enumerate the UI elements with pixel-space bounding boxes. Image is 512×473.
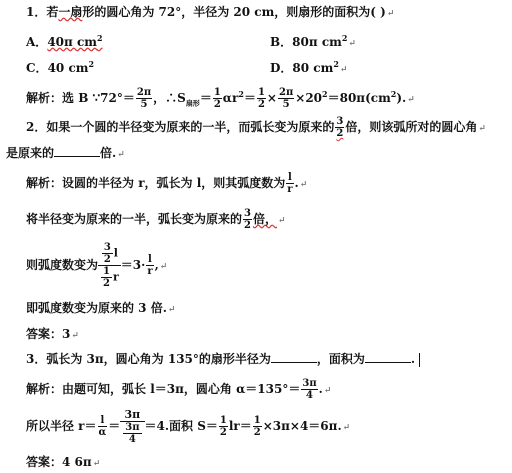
paragraph-mark-icon: ↵ — [167, 305, 176, 315]
answer-blank — [365, 350, 411, 363]
q3-line1a: 3．弧长为 3π，圆心角为 135°的扇形半径为 — [26, 352, 271, 366]
option-c-exp: 2 — [88, 59, 95, 69]
q2-sol3a: 则弧度数变为 — [26, 258, 99, 272]
q2-sol2a: 将半径变为原来的一半，弧长变为原来的 — [26, 212, 243, 226]
frac-den: 5 — [282, 99, 290, 110]
q3-sol1-end: . — [318, 382, 323, 396]
frac-num: 2π — [136, 87, 152, 98]
paragraph-mark-icon: ↵ — [92, 459, 101, 469]
q1-sol-ar: αr — [222, 91, 239, 105]
fraction — [253, 415, 262, 438]
option-d-exp: 2 — [333, 59, 339, 69]
answer-label: 答案： — [26, 455, 63, 469]
q1-sol-ar-exp: 2 — [238, 89, 244, 99]
paragraph-mark-icon: ↵ — [299, 180, 308, 190]
q2-sol4: 即弧度数变为原来的 3 倍. — [26, 301, 167, 315]
q3-solution-2 — [26, 408, 350, 446]
frac-num: l — [98, 415, 108, 427]
q1-sol-mid: ，∴S — [153, 91, 186, 105]
q3-sol2-eq: ＝ — [108, 419, 121, 433]
compound-fraction — [98, 242, 121, 289]
var-l: l — [113, 246, 118, 260]
frac-den: α — [98, 427, 107, 438]
option-c-label: C． — [26, 61, 48, 75]
fraction — [213, 87, 222, 110]
option-a-exp: 2 — [96, 33, 103, 43]
q1-solution — [26, 82, 415, 115]
paragraph-mark-icon: ↵ — [339, 65, 348, 75]
option-a-label: A． — [26, 35, 48, 49]
compound-frac-den — [98, 266, 121, 289]
frac-den: 2 — [336, 128, 344, 139]
q2-stem-line2 — [6, 144, 125, 163]
q1-sol-tail: ×20 — [295, 91, 323, 105]
fraction — [98, 415, 108, 438]
solution-label: 解析： — [26, 382, 63, 396]
q3-answer — [26, 454, 100, 472]
q3-stem — [26, 350, 420, 367]
paragraph-mark-icon: ↵ — [278, 216, 286, 226]
q1-sol-tail-exp: 2 — [322, 89, 328, 99]
q1-option-d — [270, 56, 347, 78]
q2-sol1-end: . — [294, 176, 299, 190]
frac-den: 2 — [219, 427, 227, 438]
solution-label: 解析： — [26, 176, 63, 190]
q3-sol2b: ＝4.面积 S＝ — [144, 419, 218, 433]
paragraph-mark-icon: ↵ — [478, 124, 486, 134]
compound-fraction — [120, 409, 144, 445]
q3-line1b: ，面积为 — [316, 352, 365, 366]
q3-solution-1 — [26, 376, 331, 404]
q2-sol3b: ＝3· — [120, 258, 146, 272]
q1-sol-times: × — [266, 91, 277, 105]
q3-sol1: 由题可知，弧长 l＝3π，圆心角 α＝135°＝ — [62, 382, 301, 396]
frac-num: 3 — [336, 116, 344, 127]
q1-sol-result: ＝80π(cm — [327, 91, 391, 105]
q1-number: 1．若 — [26, 5, 59, 19]
frac-den: r — [147, 266, 153, 277]
fraction — [136, 87, 152, 110]
q1-sol-eq2: ＝ — [243, 91, 256, 105]
q1-text: 形的圆心角为 72°，半径为 20 cm，则扇形的面积为( ) — [82, 5, 386, 19]
q1-sol-sub: 扇形 — [185, 98, 200, 108]
frac-den: 2 — [213, 99, 221, 110]
fraction — [123, 422, 141, 445]
q1-option-b — [270, 30, 356, 52]
answer-blank — [54, 144, 100, 157]
frac-num: 3π — [302, 378, 317, 389]
q1-sol-pick: 选 B ∵72°＝ — [62, 91, 135, 105]
q1-spellcheck-word: 一扇 — [58, 5, 83, 19]
fraction — [301, 378, 317, 401]
q2-stem-line1 — [26, 116, 486, 140]
frac-num: 1 — [219, 415, 227, 426]
option-c-text: 40 cm — [47, 61, 89, 75]
fraction — [335, 116, 344, 139]
q2-line1b: 倍，则该弧所对的圆心角 — [345, 120, 478, 134]
frac-den: 2 — [257, 99, 265, 110]
paragraph-mark-icon: ↵ — [323, 386, 332, 396]
fraction — [257, 87, 266, 110]
frac-den: 4 — [306, 390, 313, 401]
fraction — [243, 208, 252, 231]
frac-den: 2 — [103, 254, 111, 265]
q3-sol2d: ×3π×4＝6π. — [262, 419, 342, 433]
q3-sol2a: 所以半径 r＝ — [26, 419, 97, 433]
q2-line2b: 倍. — [100, 146, 117, 160]
frac-num: 1 — [253, 415, 261, 426]
answer-label: 答案： — [26, 327, 63, 341]
answer-value: 4 6π — [62, 455, 92, 469]
q2-line1a: 2．如果一个圆的半径变为原来的一半，而弧长变为原来的 — [26, 120, 335, 134]
q2-solution-4 — [26, 300, 175, 318]
fraction — [219, 415, 228, 438]
q2-sol3-end: , — [154, 258, 159, 272]
paragraph-mark-icon: ↵ — [407, 95, 415, 105]
q1-sol-result-exp: 2 — [390, 89, 397, 99]
paragraph-mark-icon: ↵ — [342, 423, 351, 433]
q1-stem — [26, 4, 394, 22]
compound-frac-den — [120, 422, 144, 445]
compound-frac-num: 3π — [120, 409, 144, 422]
q2-sol2b: 倍， — [252, 212, 277, 226]
paragraph-mark-icon: ↵ — [159, 262, 168, 272]
q1-sol-end: ). — [396, 91, 407, 105]
q2-solution-2 — [26, 206, 286, 234]
answer-value: 3 — [62, 327, 71, 341]
frac-num: 3π — [125, 421, 140, 433]
frac-den: 2 — [253, 427, 261, 438]
fraction — [101, 266, 112, 289]
frac-num: 3 — [103, 242, 111, 253]
option-a-value — [47, 35, 102, 49]
paragraph-mark-icon: ↵ — [117, 150, 125, 160]
option-b-exp: 2 — [341, 33, 348, 43]
paragraph-mark-icon: ↵ — [386, 9, 395, 19]
fraction — [286, 172, 293, 195]
option-b-label: B． — [270, 35, 293, 49]
frac-num: 3 — [244, 208, 251, 219]
q3-sol2c: lr＝ — [228, 419, 252, 433]
option-d-text: 80 cm — [292, 61, 334, 75]
var-r: r — [112, 270, 119, 284]
frac-num: l — [148, 254, 152, 265]
q2-answer — [26, 326, 79, 344]
text-cursor — [419, 353, 420, 367]
q2-solution-3 — [26, 240, 167, 292]
option-a-text: 40π cm — [47, 35, 97, 49]
option-d-label: D． — [270, 61, 293, 75]
answer-blank — [271, 350, 317, 363]
frac-den: 2 — [244, 220, 251, 231]
frac-den: 2 — [103, 278, 110, 289]
solution-label: 解析： — [26, 91, 63, 105]
q1-option-a — [26, 30, 103, 50]
frac-num: 2π — [278, 87, 294, 98]
frac-num: 1 — [213, 87, 221, 98]
frac-num: l — [288, 172, 292, 183]
fraction — [102, 242, 113, 265]
paragraph-mark-icon: ↵ — [348, 39, 356, 49]
frac-num: 1 — [257, 87, 265, 98]
q1-sol-eq: ＝ — [199, 91, 212, 105]
frac-den: 4 — [128, 433, 136, 445]
q2-line2: 是原来的 — [6, 146, 55, 160]
fraction — [146, 254, 153, 277]
q2-sol1: 设圆的半径为 r，弧长为 l，则其弧度数为 — [62, 176, 286, 190]
paragraph-mark-icon: ↵ — [71, 331, 79, 341]
frac-den: r — [287, 184, 293, 195]
q2-solution-1 — [26, 170, 307, 198]
fraction — [278, 87, 294, 110]
q3-line1c: . — [410, 352, 416, 366]
option-b-text: 80π cm — [292, 35, 342, 49]
q1-option-c — [26, 56, 94, 76]
compound-frac-num — [98, 242, 121, 266]
frac-num: 1 — [103, 266, 110, 277]
frac-den: 5 — [140, 99, 148, 110]
